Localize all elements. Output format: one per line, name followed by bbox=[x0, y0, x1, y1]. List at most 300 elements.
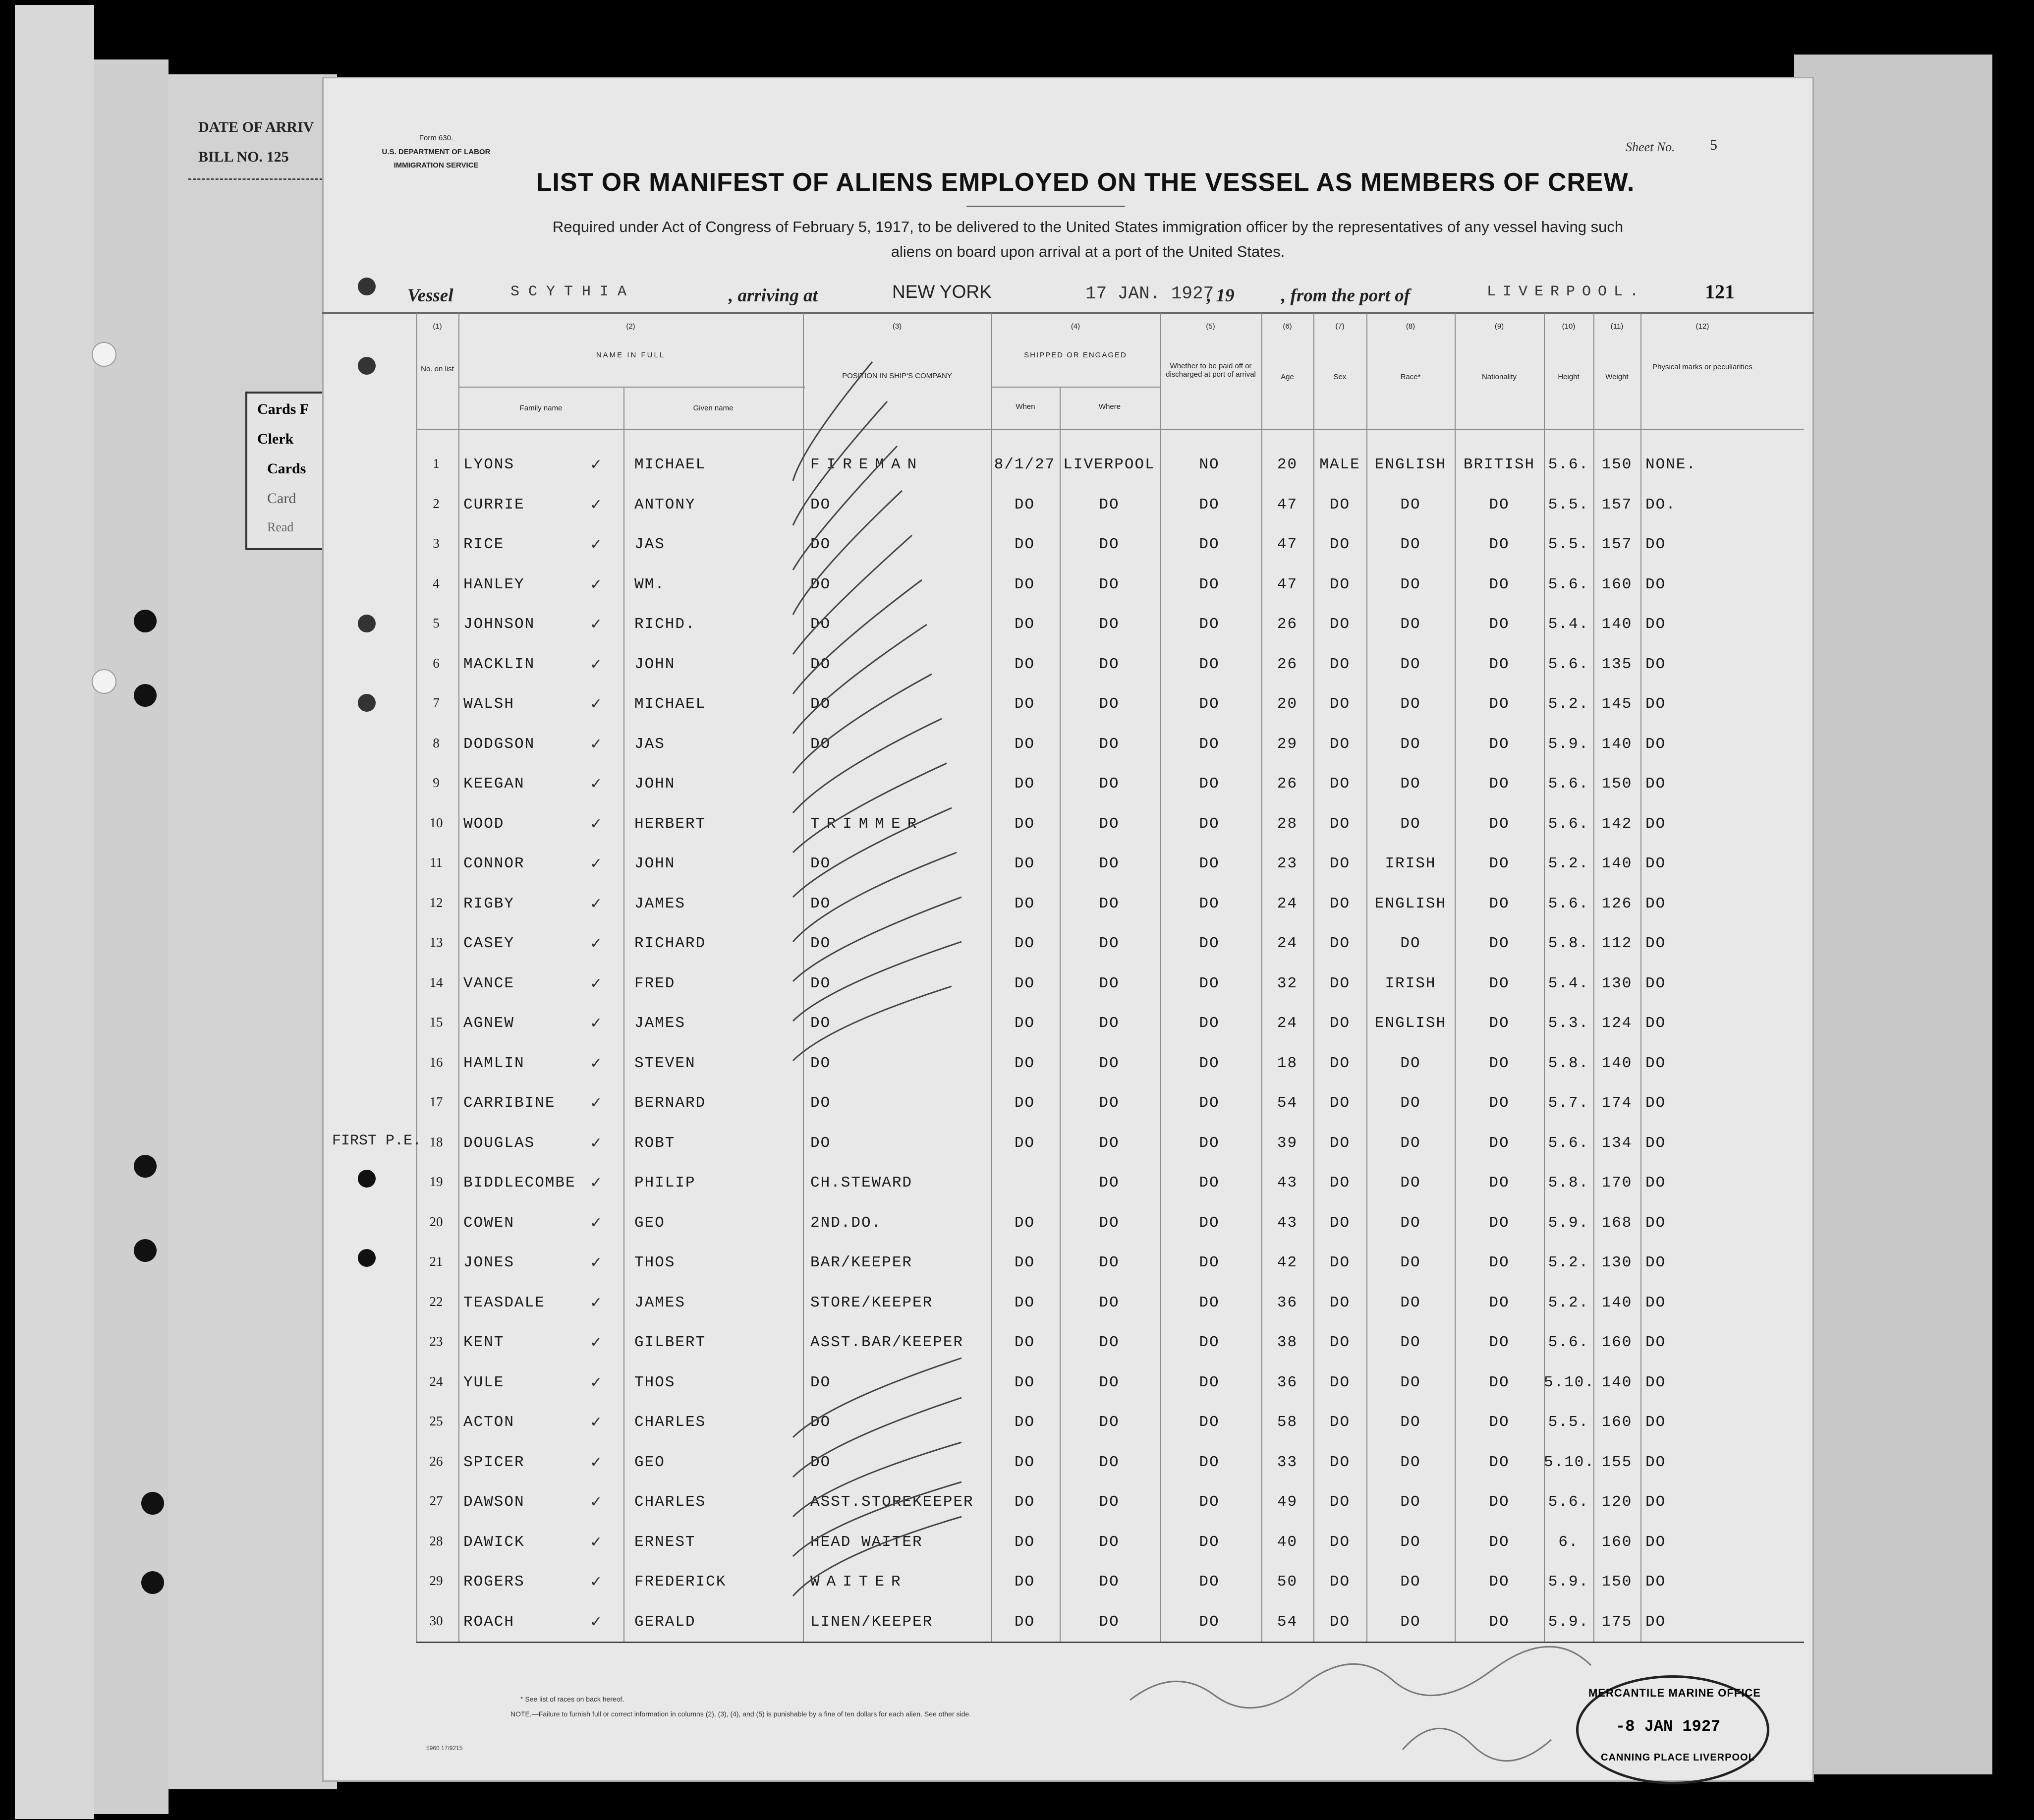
row-number: 22 bbox=[429, 1294, 443, 1309]
row-number: 30 bbox=[429, 1613, 443, 1628]
given-name: JAMES bbox=[634, 1294, 686, 1311]
punch-hole bbox=[358, 615, 376, 632]
nationality: DO bbox=[1489, 655, 1510, 673]
physical-marks: DO bbox=[1645, 616, 1666, 633]
paid-off: DO bbox=[1199, 1493, 1220, 1511]
col-num-7: (7) bbox=[1335, 322, 1345, 331]
nationality: DO bbox=[1489, 935, 1510, 952]
family-name: MACKLIN bbox=[463, 655, 535, 673]
physical-marks: DO bbox=[1645, 1414, 1666, 1431]
weight: 175 bbox=[1601, 1613, 1633, 1631]
col-header-race: Race* bbox=[1400, 373, 1421, 381]
height: 5.6. bbox=[1548, 655, 1589, 673]
given-name: JOHN bbox=[634, 855, 676, 872]
check-mark-icon: ✓ bbox=[590, 975, 603, 992]
check-mark-icon: ✓ bbox=[590, 456, 603, 473]
shipped-when: DO bbox=[1014, 1533, 1035, 1551]
col-header-age: Age bbox=[1281, 373, 1294, 381]
shipped-when: DO bbox=[1014, 655, 1035, 673]
nationality: DO bbox=[1489, 855, 1510, 872]
check-mark-icon: ✓ bbox=[590, 1494, 603, 1510]
height: 5.5. bbox=[1548, 1414, 1589, 1431]
col-num-3: (3) bbox=[892, 322, 902, 331]
physical-marks: DO bbox=[1645, 1015, 1666, 1032]
height: 5.2. bbox=[1548, 695, 1589, 713]
print-code: 5960 17/9215 bbox=[426, 1745, 463, 1752]
department-label: U.S. DEPARTMENT OF LABOR bbox=[382, 148, 491, 156]
height: 5.9. bbox=[1548, 1573, 1589, 1591]
height: 5.10. bbox=[1544, 1373, 1595, 1391]
weight: 157 bbox=[1601, 496, 1633, 513]
position: ASST.STOREKEEPER bbox=[810, 1493, 974, 1511]
name-subheader-rule bbox=[458, 387, 805, 388]
shipped-where: DO bbox=[1099, 1254, 1120, 1271]
check-mark-icon: ✓ bbox=[590, 656, 603, 673]
position: DO bbox=[810, 1015, 831, 1032]
shipped-when: DO bbox=[1014, 536, 1035, 553]
row-number: 27 bbox=[429, 1493, 443, 1508]
row-number: 26 bbox=[429, 1453, 443, 1469]
family-name: CARRIBINE bbox=[463, 1094, 556, 1112]
manifest-title: LIST OR MANIFEST OF ALIENS EMPLOYED ON THE VESSEL AS MEMBERS OF CREW. bbox=[536, 168, 1635, 197]
weight: 170 bbox=[1601, 1174, 1633, 1192]
position: DO bbox=[810, 536, 831, 553]
check-mark-icon: ✓ bbox=[590, 536, 603, 553]
paid-off: DO bbox=[1199, 536, 1220, 553]
weight: 140 bbox=[1601, 735, 1633, 753]
paid-off: DO bbox=[1199, 815, 1220, 833]
given-name: GILBERT bbox=[634, 1334, 706, 1351]
paid-off: DO bbox=[1199, 1453, 1220, 1471]
sex: DO bbox=[1329, 1054, 1351, 1072]
shipped-subheader-rule bbox=[991, 387, 1160, 388]
col-header-no: No. on list bbox=[421, 365, 454, 373]
sex: DO bbox=[1329, 935, 1351, 952]
sex: DO bbox=[1329, 1294, 1351, 1311]
sex: DO bbox=[1329, 895, 1351, 912]
background-bill-label: BILL NO. 125 bbox=[198, 149, 289, 165]
shipped-where: DO bbox=[1099, 616, 1120, 633]
family-name: LYONS bbox=[463, 456, 515, 473]
row-number: 13 bbox=[429, 935, 443, 950]
race: DO bbox=[1400, 1573, 1421, 1591]
shipped-when: 8/1/27 bbox=[994, 456, 1056, 473]
nationality: BRITISH bbox=[1463, 456, 1535, 473]
weight: 126 bbox=[1601, 895, 1633, 912]
family-name: CONNOR bbox=[463, 855, 525, 872]
shipped-when: DO bbox=[1014, 1453, 1035, 1471]
age: 49 bbox=[1277, 1493, 1298, 1511]
header-bottom-rule bbox=[416, 429, 1804, 430]
height: 5.5. bbox=[1548, 496, 1589, 513]
col-num-10: (10) bbox=[1562, 322, 1576, 331]
given-name: JAS bbox=[634, 536, 665, 553]
age: 28 bbox=[1277, 815, 1298, 833]
shipped-when: DO bbox=[1014, 695, 1035, 713]
weight: 112 bbox=[1601, 935, 1633, 952]
shipped-where: DO bbox=[1099, 1214, 1120, 1232]
weight: 140 bbox=[1601, 616, 1633, 633]
manifest-row bbox=[414, 1015, 1807, 1044]
race: DO bbox=[1400, 1493, 1421, 1511]
given-name: JAMES bbox=[634, 895, 686, 912]
height: 5.2. bbox=[1548, 855, 1589, 872]
col-header-height: Height bbox=[1558, 373, 1580, 381]
row-number: 28 bbox=[429, 1533, 443, 1548]
age: 54 bbox=[1277, 1094, 1298, 1112]
family-name: HAMLIN bbox=[463, 1054, 525, 1072]
paid-off: DO bbox=[1199, 1094, 1220, 1112]
nationality: DO bbox=[1489, 1015, 1510, 1032]
shipped-when: DO bbox=[1014, 1334, 1035, 1351]
weight: 140 bbox=[1601, 855, 1633, 872]
header-top-rule bbox=[322, 312, 1814, 314]
shipped-when: DO bbox=[1014, 1134, 1035, 1152]
physical-marks: DO bbox=[1645, 1294, 1666, 1311]
family-name: DOUGLAS bbox=[463, 1134, 535, 1152]
nationality: DO bbox=[1489, 1254, 1510, 1271]
row-number: 29 bbox=[429, 1573, 443, 1588]
col-header-position: POSITION IN SHIP'S COMPANY bbox=[842, 372, 952, 380]
weight: 145 bbox=[1601, 695, 1633, 713]
col-header-given: Given name bbox=[693, 404, 734, 412]
sex: DO bbox=[1329, 815, 1351, 833]
race: IRISH bbox=[1385, 974, 1436, 992]
age: 43 bbox=[1277, 1214, 1298, 1232]
given-name: THOS bbox=[634, 1373, 676, 1391]
age: 36 bbox=[1277, 1373, 1298, 1391]
position: TRIMMER bbox=[810, 815, 924, 833]
check-mark-icon: ✓ bbox=[590, 1374, 603, 1391]
paid-off: DO bbox=[1199, 1373, 1220, 1391]
paid-off: DO bbox=[1199, 616, 1220, 633]
position-check-marks bbox=[773, 327, 1001, 1636]
position: DO bbox=[810, 895, 831, 912]
shipped-where: LIVERPOOL bbox=[1063, 456, 1155, 473]
position: 2ND.DO. bbox=[810, 1214, 882, 1232]
given-name: FRED bbox=[634, 974, 676, 992]
paid-off: NO bbox=[1199, 456, 1220, 473]
family-name: JONES bbox=[463, 1254, 515, 1271]
position: DO bbox=[810, 1414, 831, 1431]
height: 5.10. bbox=[1544, 1453, 1595, 1471]
row-number: 15 bbox=[429, 1015, 443, 1029]
col-num-4: (4) bbox=[1071, 322, 1080, 331]
weight: 160 bbox=[1601, 1533, 1633, 1551]
position: HEAD WAITER bbox=[810, 1533, 923, 1551]
height: 5.7. bbox=[1548, 1094, 1589, 1112]
shipped-when: DO bbox=[1014, 496, 1035, 513]
shipped-where: DO bbox=[1099, 1134, 1120, 1152]
position: DO bbox=[810, 1453, 831, 1471]
position: DO bbox=[810, 1134, 831, 1152]
manifest-row bbox=[414, 616, 1807, 645]
height: 5.6. bbox=[1548, 575, 1589, 593]
col-num-9: (9) bbox=[1494, 322, 1504, 331]
manifest-row bbox=[414, 815, 1807, 845]
age: 38 bbox=[1277, 1334, 1298, 1351]
margin-note: FIRST P.E. bbox=[332, 1133, 422, 1149]
race: DO bbox=[1400, 1373, 1421, 1391]
manifest-row bbox=[414, 1454, 1807, 1483]
position: DO bbox=[810, 855, 831, 872]
check-mark-icon: ✓ bbox=[590, 616, 603, 632]
manifest-row bbox=[414, 656, 1807, 685]
race: DO bbox=[1400, 1134, 1421, 1152]
col-num-8: (8) bbox=[1406, 322, 1415, 331]
shipped-where: DO bbox=[1099, 775, 1120, 793]
shipped-when: DO bbox=[1014, 1294, 1035, 1311]
row-number: 10 bbox=[429, 815, 443, 830]
weight: 150 bbox=[1601, 775, 1633, 793]
row-number: 17 bbox=[429, 1094, 443, 1109]
age: 47 bbox=[1277, 496, 1298, 513]
race: DO bbox=[1400, 1533, 1421, 1551]
nationality: DO bbox=[1489, 1414, 1510, 1431]
nationality: DO bbox=[1489, 735, 1510, 753]
height: 5.8. bbox=[1548, 1174, 1589, 1192]
physical-marks: DO bbox=[1645, 1134, 1666, 1152]
nationality: DO bbox=[1489, 575, 1510, 593]
sex: DO bbox=[1329, 1134, 1351, 1152]
physical-marks: DO bbox=[1645, 775, 1666, 793]
check-mark-icon: ✓ bbox=[590, 496, 603, 513]
family-name: KENT bbox=[463, 1334, 505, 1351]
manifest-row bbox=[414, 1414, 1807, 1443]
family-name: ROACH bbox=[463, 1613, 515, 1631]
family-name: WALSH bbox=[463, 695, 515, 713]
col-header-nationality: Nationality bbox=[1481, 373, 1517, 381]
check-mark-icon: ✓ bbox=[590, 696, 603, 712]
manifest-row bbox=[414, 736, 1807, 765]
race: DO bbox=[1400, 655, 1421, 673]
physical-marks: DO bbox=[1645, 974, 1666, 992]
height: 5.9. bbox=[1548, 735, 1589, 753]
from-port-label: , from the port of bbox=[1281, 285, 1411, 306]
physical-marks: DO bbox=[1645, 935, 1666, 952]
sheet-number-label: Sheet No. bbox=[1626, 140, 1675, 154]
shipped-where: DO bbox=[1099, 1414, 1120, 1431]
position: DO bbox=[810, 974, 831, 992]
family-name: CURRIE bbox=[463, 496, 525, 513]
age: 39 bbox=[1277, 1134, 1298, 1152]
shipped-when: DO bbox=[1014, 855, 1035, 872]
background-paper-right bbox=[1794, 55, 1992, 1774]
sex: DO bbox=[1329, 655, 1351, 673]
manifest-row bbox=[414, 935, 1807, 965]
row-number: 19 bbox=[429, 1174, 443, 1189]
col-num-12: (12) bbox=[1695, 322, 1709, 331]
given-name: JOHN bbox=[634, 655, 676, 673]
sex: DO bbox=[1329, 536, 1351, 553]
shipped-where: DO bbox=[1099, 935, 1120, 952]
family-name: AGNEW bbox=[463, 1015, 515, 1032]
check-mark-icon: ✓ bbox=[590, 1414, 603, 1430]
sheet-number: 5 bbox=[1710, 137, 1717, 153]
family-name: VANCE bbox=[463, 974, 515, 992]
row-number: 7 bbox=[433, 695, 440, 710]
check-mark-icon: ✓ bbox=[590, 855, 603, 872]
penalty-note: NOTE.—Failure to furnish full or correct information in columns (2), (3), (4), and (5) is punishable by a fine of ten dollars for each alien. See other side. bbox=[510, 1710, 971, 1718]
height: 5.9. bbox=[1548, 1214, 1589, 1232]
paid-off: DO bbox=[1199, 775, 1220, 793]
height: 5.8. bbox=[1548, 935, 1589, 952]
weight: 124 bbox=[1601, 1015, 1633, 1032]
row-number: 6 bbox=[433, 655, 440, 671]
binder-hole bbox=[134, 1239, 157, 1262]
nationality: DO bbox=[1489, 496, 1510, 513]
given-name: CHARLES bbox=[634, 1414, 706, 1431]
family-name: ROGERS bbox=[463, 1573, 525, 1591]
row-number: 8 bbox=[433, 735, 440, 750]
age: 54 bbox=[1277, 1613, 1298, 1631]
height: 5.2. bbox=[1548, 1294, 1589, 1311]
nationality: DO bbox=[1489, 974, 1510, 992]
nationality: DO bbox=[1489, 1453, 1510, 1471]
manifest-row bbox=[414, 496, 1807, 526]
check-mark-icon: ✓ bbox=[590, 895, 603, 912]
form-number: Form 630. bbox=[419, 134, 453, 142]
row-number: 2 bbox=[433, 496, 440, 511]
manifest-row bbox=[414, 1573, 1807, 1603]
sex: DO bbox=[1329, 1373, 1351, 1391]
weight: 135 bbox=[1601, 655, 1633, 673]
age: 24 bbox=[1277, 935, 1298, 952]
race: DO bbox=[1400, 815, 1421, 833]
family-name: RICE bbox=[463, 536, 505, 553]
position: LINEN/KEEPER bbox=[810, 1613, 933, 1631]
nationality: DO bbox=[1489, 1214, 1510, 1232]
background-document bbox=[169, 74, 337, 1789]
family-name: BIDDLECOMBE bbox=[463, 1174, 576, 1192]
binder-hole bbox=[141, 1492, 164, 1515]
check-mark-icon: ✓ bbox=[590, 1015, 603, 1031]
shipped-where: DO bbox=[1099, 1015, 1120, 1032]
physical-marks: DO. bbox=[1645, 496, 1676, 513]
shipped-where: DO bbox=[1099, 575, 1120, 593]
shipped-when: DO bbox=[1014, 1373, 1035, 1391]
check-mark-icon: ✓ bbox=[590, 776, 603, 792]
nationality: DO bbox=[1489, 1533, 1510, 1551]
physical-marks: DO bbox=[1645, 1453, 1666, 1471]
height: 5.6. bbox=[1548, 456, 1589, 473]
race: DO bbox=[1400, 1294, 1421, 1311]
weight: 160 bbox=[1601, 1334, 1633, 1351]
col-header-when: When bbox=[1016, 402, 1035, 411]
col-header-sex: Sex bbox=[1333, 373, 1347, 381]
age: 47 bbox=[1277, 575, 1298, 593]
row-number: 23 bbox=[429, 1334, 443, 1349]
manifest-row bbox=[414, 855, 1807, 885]
nationality: DO bbox=[1489, 1174, 1510, 1192]
check-mark-icon: ✓ bbox=[590, 1175, 603, 1191]
age: 26 bbox=[1277, 616, 1298, 633]
physical-marks: DO bbox=[1645, 1054, 1666, 1072]
family-name: SPICER bbox=[463, 1453, 525, 1471]
position: DO bbox=[810, 1373, 831, 1391]
paid-off: DO bbox=[1199, 575, 1220, 593]
binder-hole bbox=[134, 610, 157, 632]
given-name: GERALD bbox=[634, 1613, 696, 1631]
physical-marks: NONE. bbox=[1645, 456, 1697, 473]
manifest-row bbox=[414, 775, 1807, 805]
stamp-top-text: MERCANTILE MARINE OFFICE bbox=[1588, 1687, 1761, 1699]
background-dashed-box bbox=[188, 178, 327, 180]
paid-off: DO bbox=[1199, 1015, 1220, 1032]
position: WAITER bbox=[810, 1573, 907, 1591]
sex: DO bbox=[1329, 1533, 1351, 1551]
age: 50 bbox=[1277, 1573, 1298, 1591]
race: DO bbox=[1400, 1254, 1421, 1271]
inspector-signature bbox=[1115, 1636, 1611, 1784]
binder-hole bbox=[92, 669, 116, 694]
family-name: ACTON bbox=[463, 1414, 515, 1431]
paid-off: DO bbox=[1199, 895, 1220, 912]
shipped-when: DO bbox=[1014, 895, 1035, 912]
shipped-when: DO bbox=[1014, 935, 1035, 952]
manifest-row bbox=[414, 1174, 1807, 1204]
family-name: DAWICK bbox=[463, 1533, 525, 1551]
shipped-where: DO bbox=[1099, 496, 1120, 513]
manifest-row bbox=[414, 1094, 1807, 1124]
age: 42 bbox=[1277, 1254, 1298, 1271]
footnote: * See list of races on back hereof. bbox=[520, 1695, 624, 1703]
sex: DO bbox=[1329, 1573, 1351, 1591]
height: 5.9. bbox=[1548, 1613, 1589, 1631]
check-mark-icon: ✓ bbox=[590, 1254, 603, 1271]
physical-marks: DO bbox=[1645, 575, 1666, 593]
physical-marks: DO bbox=[1645, 1214, 1666, 1232]
height: 6. bbox=[1558, 1533, 1579, 1551]
paid-off: DO bbox=[1199, 1334, 1220, 1351]
col-header-marks: Physical marks or peculiarities bbox=[1652, 363, 1752, 371]
given-name: RICHARD bbox=[634, 935, 706, 952]
punch-hole bbox=[358, 694, 376, 712]
paid-off: DO bbox=[1199, 974, 1220, 992]
col-header-weight: Weight bbox=[1605, 373, 1629, 381]
row-number: 20 bbox=[429, 1214, 443, 1229]
paid-off: DO bbox=[1199, 655, 1220, 673]
nationality: DO bbox=[1489, 536, 1510, 553]
arrival-date: 17 JAN. 1927 bbox=[1085, 284, 1214, 304]
family-name: DODGSON bbox=[463, 735, 535, 753]
shipped-when: DO bbox=[1014, 616, 1035, 633]
age: 24 bbox=[1277, 1015, 1298, 1032]
shipped-where: DO bbox=[1099, 655, 1120, 673]
age: 29 bbox=[1277, 735, 1298, 753]
family-name: JOHNSON bbox=[463, 616, 535, 633]
position: FIREMAN bbox=[810, 456, 924, 473]
height: 5.4. bbox=[1548, 974, 1589, 992]
physical-marks: DO bbox=[1645, 815, 1666, 833]
col-num-11: (11) bbox=[1610, 322, 1624, 331]
position: DO bbox=[810, 735, 831, 753]
given-name: PHILIP bbox=[634, 1174, 696, 1192]
shipped-where: DO bbox=[1099, 735, 1120, 753]
given-name: JOHN bbox=[634, 775, 676, 793]
weight: 160 bbox=[1601, 1414, 1633, 1431]
check-mark-icon: ✓ bbox=[590, 1454, 603, 1471]
physical-marks: DO bbox=[1645, 1094, 1666, 1112]
manifest-row bbox=[414, 1374, 1807, 1404]
sex: DO bbox=[1329, 1174, 1351, 1192]
background-paper-left-inner bbox=[94, 59, 169, 1814]
background-paper-left bbox=[15, 5, 94, 1819]
row-number: 21 bbox=[429, 1254, 443, 1269]
row-number: 3 bbox=[433, 536, 440, 551]
height: 5.2. bbox=[1548, 1254, 1589, 1271]
height: 5.6. bbox=[1548, 1134, 1589, 1152]
